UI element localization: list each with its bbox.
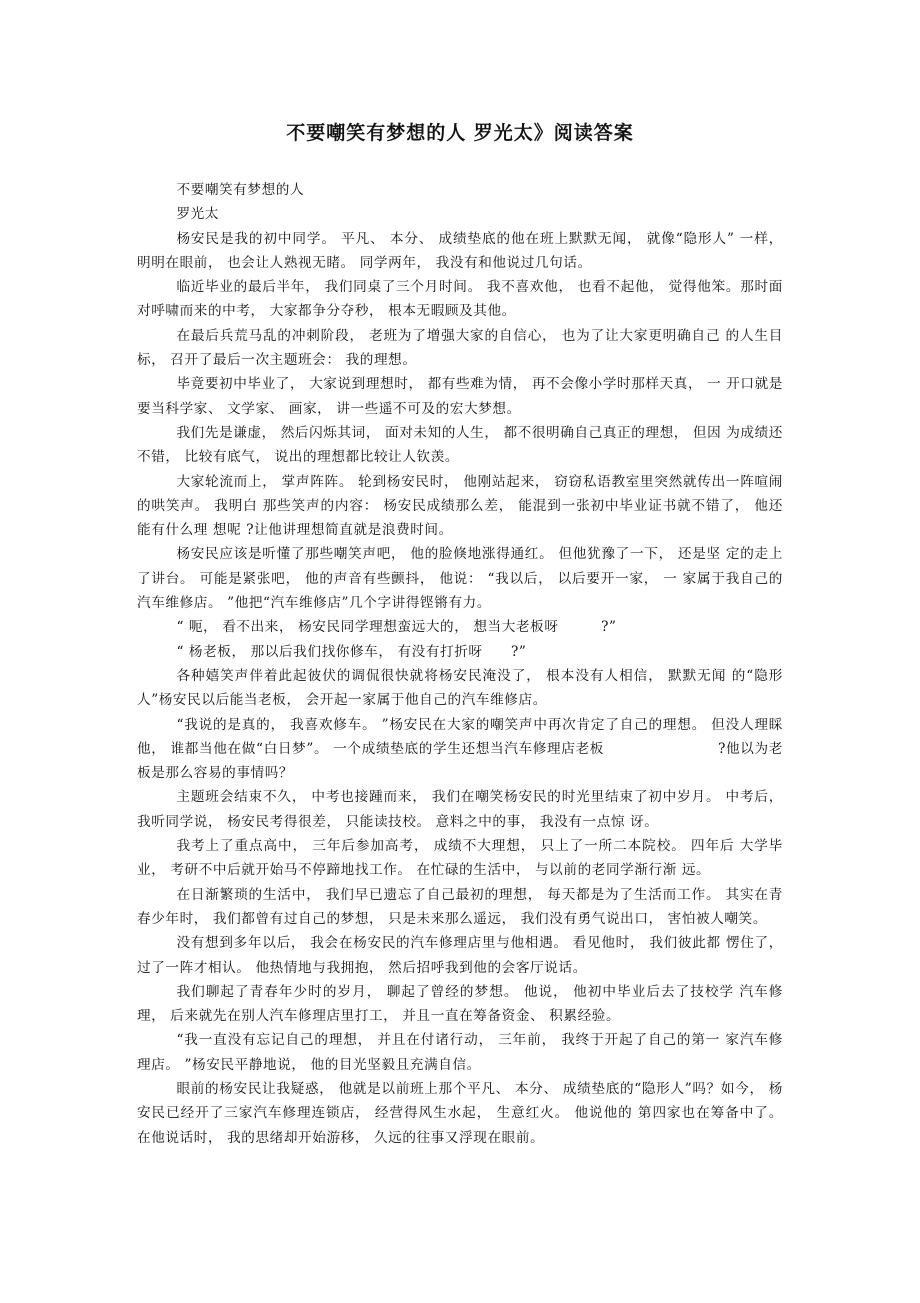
- paragraph: 在最后兵荒马乱的冲刺阶段， 老班为了增强大家的自信心， 也为了让大家更明确自己 的人生目标， 召开了最后一次主题班会： 我的理想。: [137, 327, 783, 369]
- paragraph: “ 杨老板， 那以后我们找你修车， 有没有打折呀 ?”: [176, 643, 527, 660]
- paragraph: 杨安民应该是听懂了那些嘲笑声吧， 他的脸倏地涨得通红。 但他犹豫了一下， 还是坚 定的走上了讲台。 可能是紧张吧， 他的声音有些颤抖， 他说： “我以后， 以后要开一家， 一 家属于我自己的汽车维修店。 ”他把“汽车维修店”几个字讲得铿锵有力。: [137, 546, 783, 612]
- article-title: 不要嘲笑有梦想的人: [176, 182, 305, 198]
- paragraph: 我们先是谦虚， 然后闪烁其词， 面对未知的人生， 都不很明确自己真正的理想， 但因 为成绩还不错， 比较有底气， 说出的理想都比较让人钦羡。: [137, 424, 783, 466]
- paragraph: 没有想到多年以后， 我会在杨安民的汽车修理店里与他相遇。 看见他时， 我们彼此都 愣住了， 过了一阵才相认。 他热情地与我拥抱， 然后招呼我到他的会客厅说话。: [137, 935, 783, 976]
- article-author: 罗光太: [176, 206, 220, 223]
- paragraph: 临近毕业的最后半年， 我们同桌了三个月时间。 我不喜欢他， 也看不起他， 觉得他笨。那时面对呼啸而来的中考， 大家都争分夺秒， 根本无暇顾及其他。: [137, 279, 783, 320]
- paragraph: 在日渐繁琐的生活中， 我们早已遗忘了自己最初的理想， 每天都是为了生活而工作。 其实在青春少年时， 我们都曾有过自己的梦想， 只是未来那么遥远， 我们没有勇气说出口， 害怕被人嘲笑。: [137, 886, 783, 927]
- document-title: 不要嘲笑有梦想的人 罗光太》阅读答案: [286, 122, 634, 144]
- article-body: [137, 178, 783, 1150]
- paragraph: “ 呃， 看不出来， 杨安民同学理想蛮远大的， 想当大老板呀 ?”: [176, 619, 617, 636]
- paragraph: 眼前的杨安民让我疑惑， 他就是以前班上那个平凡、 本分、 成绩垫底的“隐形人”吗？如今， 杨安民已经开了三家汽车修理连锁店， 经营得风生水起， 生意红火。 他说他的 第四家也在筹备中了。 在他说话时， 我的思绪却开始游移， 久远的往事又浮现在眼前。: [137, 1080, 783, 1146]
- paragraph: 毕竟要初中毕业了， 大家说到理想时， 都有些难为情， 再不会像小学时那样天真， 一 开口就是要当科学家、 文学家、 画家， 讲一些遥不可及的宏大梦想。: [137, 376, 783, 417]
- paragraph: “我一直没有忘记自己的理想， 并且在付诸行动， 三年前， 我终于开起了自己的第一 家汽车修理店。 ”杨安民平静地说， 他的目光坚毅且充满自信。: [137, 1032, 783, 1073]
- paragraph: 我们聊起了青春年少时的岁月， 聊起了曾经的梦想。 他说， 他初中毕业后去了技校学 汽车修理， 后来就先在别人汽车修理店里打工， 并且一直在筹备资金、 积累经验。: [137, 983, 783, 1025]
- paragraph: 主题班会结束不久， 中考也接踵而来， 我们在嘲笑杨安民的时光里结束了初中岁月。 中考后， 我听同学说， 杨安民考得很差， 只能读技校。 意料之中的事， 我没有一点惊 讶。: [137, 789, 783, 830]
- paragraph: 杨安民是我的初中同学。 平凡、 本分、 成绩垫底的他在班上默默无闻， 就像“隐形人” 一样， 明明在眼前， 也会让人熟视无睹。 同学两年， 我没有和他说过几句话。: [137, 230, 783, 271]
- paragraph: 我考上了重点高中， 三年后参加高考， 成绩不大理想， 只上了一所二本院校。 四年后 大学毕业， 考研不中后就开始马不停蹄地找工作。 在忙碌的生活中， 与以前的老同学渐行渐 远。: [137, 838, 783, 879]
- paragraph: 大家轮流而上， 掌声阵阵。 轮到杨安民时， 他刚站起来， 窃窃私语教室里突然就传出一阵喧闹的哄笑声。 我明白 那些笑声的内容： 杨安民成绩那么差， 能混到一张初中毕业证书就不错了， 他还能有什么理 想呢 ?让他讲理想简直就是浪费时间。: [137, 473, 783, 539]
- paragraph: “我说的是真的， 我喜欢修车。 ”杨安民在大家的嘲笑声中再次肯定了自己的理想。 但没人理睬他， 谁都当他在做“白日梦”。 一个成绩垫底的学生还想当汽车修理店老板 ?他以为老板是那么容易的事情吗？: [137, 716, 783, 782]
- paragraph: 各种嬉笑声伴着此起彼伏的调侃很快就将杨安民淹没了， 根本没有人相信， 默默无闻 的“隐形人”杨安民以后能当老板， 会开起一家属于他自己的汽车维修店。: [137, 667, 783, 709]
